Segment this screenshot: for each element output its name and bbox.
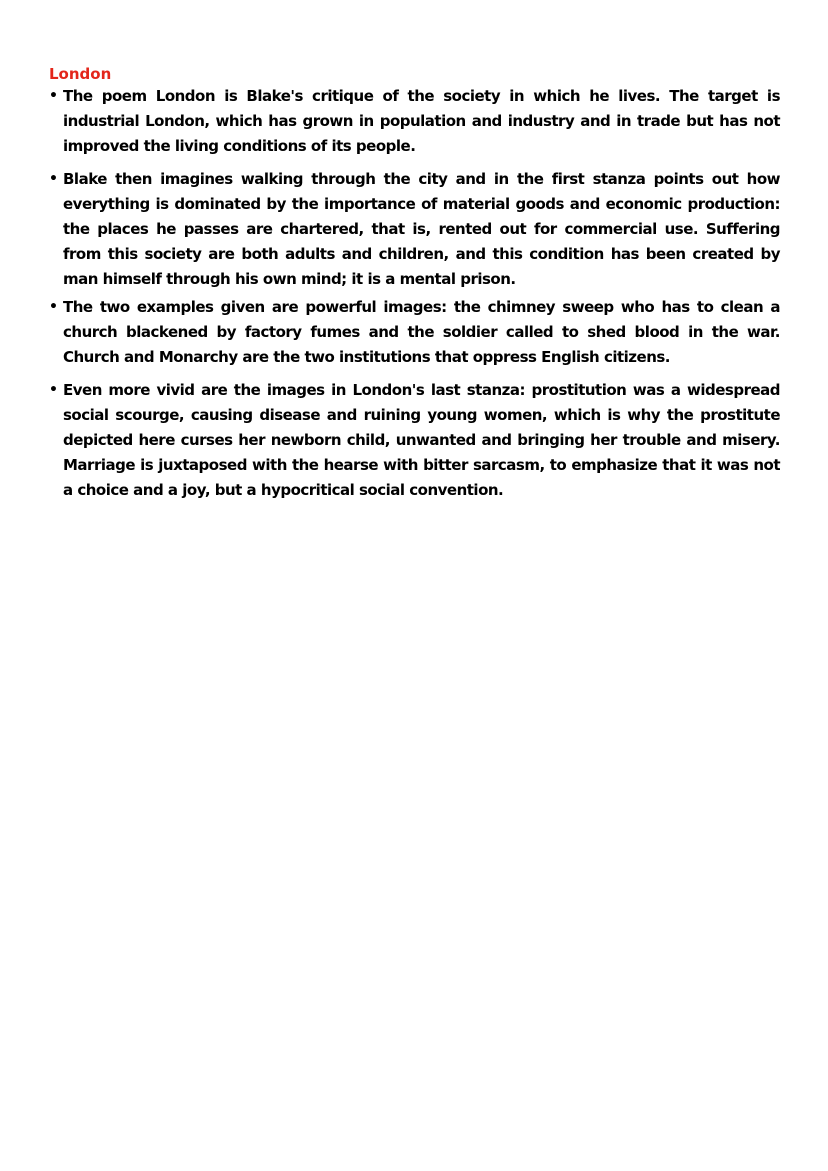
document-title: London [49, 65, 112, 83]
bullet-dot: • [49, 382, 58, 398]
paragraph-text: Even more vivid are the images in London's last stanza: prostitution was a widespread social scourge, causing disease and ruining young women, which is why the prostitute depicted here curses her newborn child, unwanted and bringing her trouble and misery. Marriage is juxtaposed with the hearse with bitter sarcasm, to emphasize that it was not a choice and a joy, but a hypocritical social convention. [63, 381, 780, 499]
document-page [48, 64, 780, 503]
bullet-paragraph-4 [48, 378, 780, 503]
bullet-dot: • [49, 299, 58, 315]
bullet-paragraph-2 [48, 167, 780, 292]
bullet-paragraph-1 [48, 84, 780, 159]
paragraph-text: The poem London is Blake's critique of the society in which he lives. The target is industrial London, which has grown in population and industry and in trade but has not improved the living conditions of its people. [63, 87, 780, 155]
bullet-paragraph-3 [48, 295, 780, 370]
bullet-dot: • [49, 88, 58, 104]
paragraph-text: The two examples given are powerful images: the chimney sweep who has to clean a church blackened by factory fumes and the soldier called to shed blood in the war. Church and Monarchy are the two institutions that oppress English citizens. [63, 298, 780, 366]
bullet-dot: • [49, 171, 58, 187]
bullet-list [48, 84, 780, 503]
paragraph-text: Blake then imagines walking through the city and in the first stanza points out how everything is dominated by the importance of material goods and economic production: the places he passes are chartered, that is, rented out for commercial use. Suffering from this society are both adults and children, and this condition has been created by man himself through his own mind; it is a mental prison. [63, 170, 780, 288]
